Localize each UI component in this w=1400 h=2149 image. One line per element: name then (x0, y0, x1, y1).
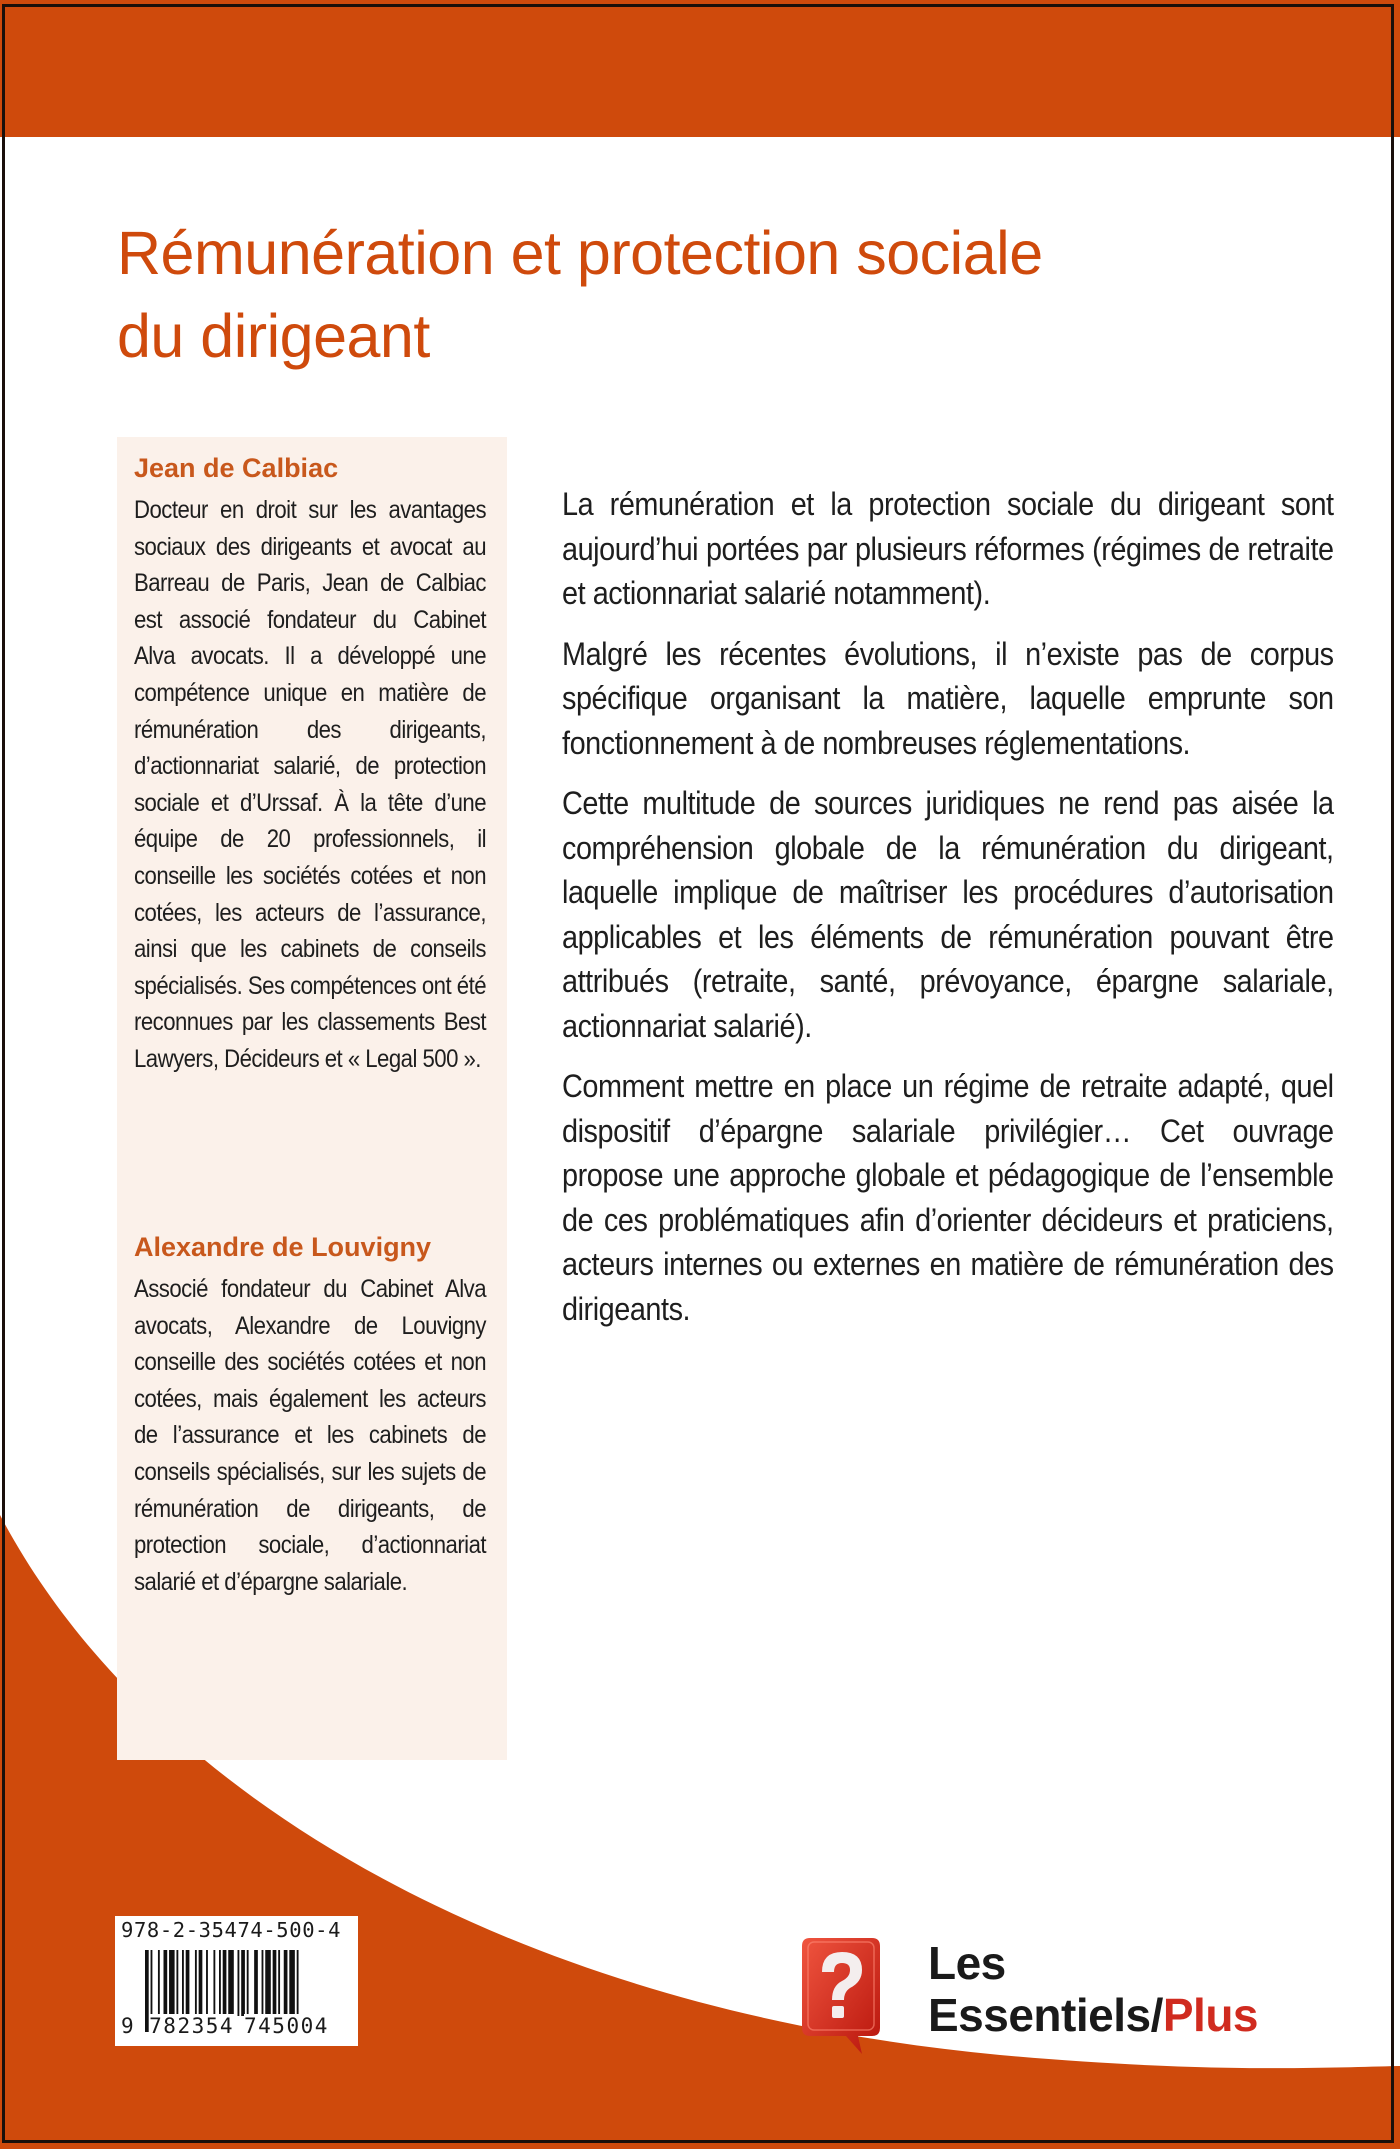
barcode-bar (247, 1950, 249, 2016)
barcode-bar (273, 1950, 277, 2016)
barcode-bar (254, 1950, 258, 2016)
question-mark-speech-bubble-icon (800, 1936, 880, 2056)
barcode-bar (228, 1950, 234, 2016)
logo-text-essentiels: Essentiels/ (928, 1989, 1163, 2041)
barcode-bar (169, 1950, 175, 2016)
barcode-bar (182, 1950, 184, 2016)
description-paragraph: Cette multitude de sources juridiques ne rend pas aisée la compréhension globale de la rémunération du dirigeant, laquelle implique de maîtriser les procédures d’autorisation applicables et les éléments de rémunération pouvant être attribués (retraite, santé, prévoyance, épargne salariale, actionnariat salarié). (562, 785, 1334, 1044)
barcode-bar (199, 1950, 203, 2016)
author-name: Jean de Calbiac (134, 453, 339, 483)
logo-text-les: Les (928, 1937, 1006, 1989)
author-bio: Associé fondateur du Cabinet Alva avocats, Alexandre de Louvigny conseille des sociétés cotées et non cotées, mais également les acteurs de l’assurance et les cabinets de conseils spécialisés, sur les sujets de rémunération de dirigeants, de protection sociale, d’actionnariat salarié et d’épargne salariale. (134, 1275, 486, 1596)
barcode-bar (213, 1950, 215, 2016)
barcode-bar (219, 1950, 221, 2016)
barcode-bar (186, 1950, 190, 2016)
author-bio: Docteur en droit sur les avantages sociaux des dirigeants et avocat au Barreau de Paris, Jean de Calbiac est associé fondateur du Cabinet Alva avocats. Il a développé une compétence unique en matière de rémunération des dirigeants, d’actionnariat salarié, de protection sociale et d’Urssaf. À la tête d’une équipe de 20 professionnels, il conseille les sociétés cotées et non cotées, les acteurs de l’assurance, ainsi que les cabinets de conseils spécialisés. Ses compétences ont été reconnues par les classements Best Lawyers, Décideurs et « Legal 500 ». (134, 496, 486, 1073)
isbn-barcode (115, 1916, 358, 2046)
author-block-1 (134, 450, 486, 1078)
publisher-logo (800, 1928, 1300, 2068)
logo-text-plus: Plus (1162, 1989, 1259, 2041)
description-paragraph: Malgré les récentes évolutions, il n’existe pas de corpus spécifique organisant la matière, laquelle emprunte son fonctionnement à de nombreuses réglementations. (562, 635, 1334, 761)
title-line-2: du dirigeant (117, 302, 430, 370)
description-paragraph: La rémunération et la protection sociale du dirigeant sont aujourd’hui portées par plusieurs réformes (régimes de retraite et actionnariat salarié notamment). (562, 486, 1334, 611)
barcode-bar (278, 1950, 280, 2016)
barcode-bar (158, 1950, 160, 2016)
barcode-bar (195, 1950, 197, 2016)
barcode-bar (176, 1950, 178, 2016)
ean-group-1: 782354 (149, 2014, 235, 2038)
barcode-bar (265, 1950, 271, 2016)
barcode-bar (238, 1950, 240, 2016)
author-name: Alexandre de Louvigny (134, 1232, 432, 1262)
author-block-2 (134, 1229, 486, 1600)
book-description (562, 482, 1334, 1347)
logo-text-series (928, 1988, 1258, 2042)
barcode-bar (164, 1950, 168, 2016)
description-paragraph: Comment mettre en place un régime de retraite adapté, quel dispositif d’épargne salariale privilégier… Cet ouvrage propose une approche globale et pédagogique de l’ensemble de ces problématiques afin d’orienter décideurs et praticiens, acteurs internes ou externes en matière de rémunération des dirigeants. (562, 1068, 1334, 1327)
barcode-bar (284, 1950, 288, 2016)
barcode-bar (241, 1950, 245, 2016)
authors-sidebar (117, 437, 507, 1760)
barcode-bar (289, 1950, 295, 2016)
ean-digits (121, 2014, 329, 2038)
barcode-bar (206, 1950, 208, 2016)
isbn-number: 978-2-35474-500-4 (121, 1918, 342, 1942)
ean-first-digit: 9 (121, 2014, 136, 2038)
book-title (117, 212, 1317, 378)
barcode-bar (262, 1950, 264, 2016)
ean-group-2: 745004 (244, 2014, 329, 2038)
title-line-1: Rémunération et protection sociale (117, 219, 1043, 287)
